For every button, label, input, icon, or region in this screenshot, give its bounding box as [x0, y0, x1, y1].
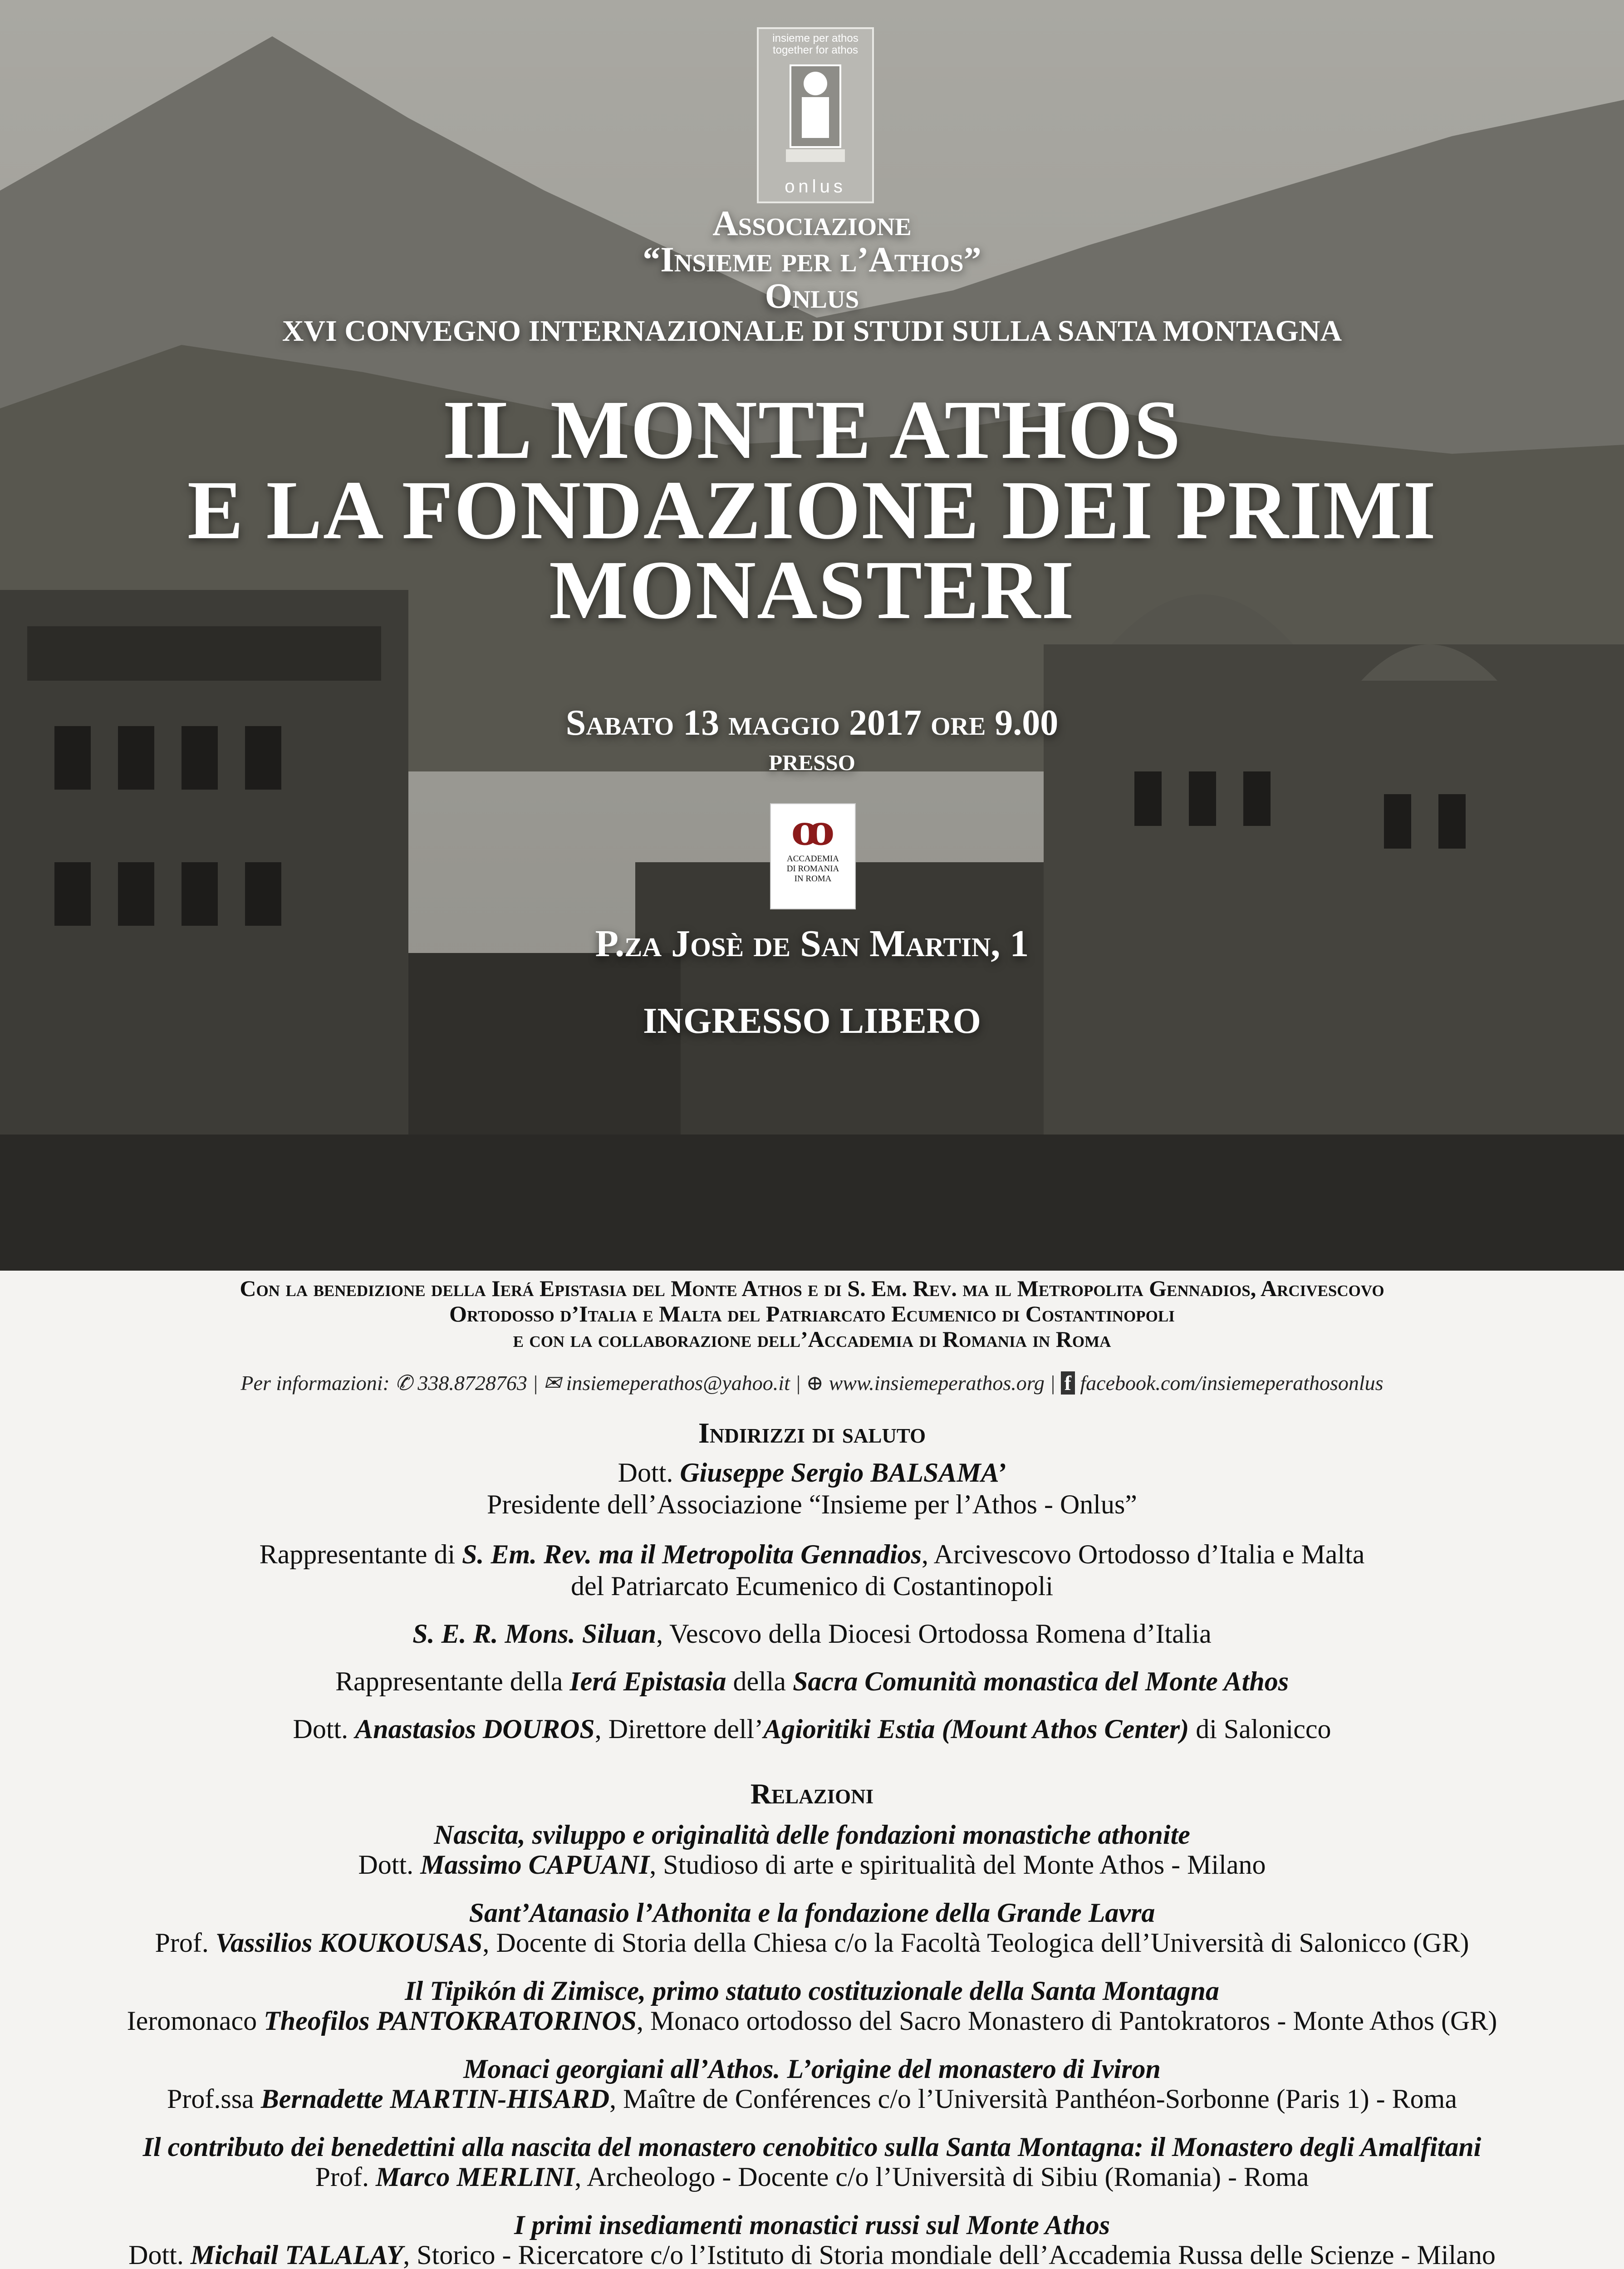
benediction-line2: Ortodosso d’Italia e Malta del Patriarcato Ecumenico di Costantinopoli: [449, 1301, 1175, 1326]
saluto-4: [0, 1665, 1624, 1697]
title-line1: IL MONTE ATHOS: [442, 383, 1182, 476]
association-name-line2: “Insieme per l’Athos”: [643, 240, 981, 279]
presso-label: presso: [769, 742, 855, 777]
separator: |: [795, 1371, 806, 1395]
benediction-line3: e con la collaborazione dell’Accademia di Romania in Roma: [513, 1326, 1111, 1352]
relazione-title: Monaci georgiani all’Athos. L’origine del monastero di Iviron: [463, 2054, 1161, 2084]
logo-text-bottom: onlus: [785, 177, 846, 196]
contact-email[interactable]: insiemeperathos@yahoo.it: [566, 1371, 790, 1395]
title-line2: E LA FONDAZIONE DEI PRIMI: [187, 464, 1437, 557]
saluto-suffix: , Vescovo della Diocesi Ortodossa Romena d’Italia: [656, 1619, 1212, 1649]
accademia-romania-logo: [770, 803, 856, 909]
association-logo: [757, 27, 874, 203]
saluto-suffix: di Salonicco: [1189, 1714, 1331, 1744]
saluto-prefix: Dott.: [293, 1714, 355, 1744]
saluto-name: Anastasios DOUROS: [355, 1714, 595, 1744]
relazione-speaker: [0, 2162, 1624, 2192]
globe-icon: ⊕: [806, 1371, 824, 1395]
logo-text-top: insieme per athos together for athos: [772, 32, 859, 56]
speaker-name: Massimo CAPUANI: [420, 1850, 650, 1880]
event-address: P.za Josè de San Martin, 1: [595, 923, 1029, 965]
saluto-name: S. E. R. Mons. Siluan: [412, 1619, 657, 1649]
saluto-prefix: Rappresentante della: [335, 1666, 570, 1696]
icon-figure-icon: [759, 29, 872, 201]
saluto-name: Giuseppe Sergio BALSAMA’: [680, 1458, 1006, 1488]
speaker-role: , Studioso di arte e spiritualità del Monte Athos - Milano: [649, 1850, 1266, 1880]
event-date: Sabato 13 maggio 2017 ore 9.00: [565, 703, 1059, 743]
relazione-speaker: [0, 1928, 1624, 1958]
relazione-title: Il Tipikón di Zimisce, primo statuto costituzionale della Santa Montagna: [405, 1976, 1219, 2006]
speaker-name: Marco MERLINI: [375, 2162, 575, 2192]
speaker-role: , Docente di Storia della Chiesa c/o la Facoltà Teologica dell’Università di Salonicco (GR): [482, 1928, 1469, 1958]
speaker-role: , Maître de Conférences c/o l’Università Panthéon-Sorbonne (Paris 1) - Roma: [609, 2084, 1457, 2114]
saluto-name2: Sacra Comunità monastica del Monte Athos: [793, 1666, 1289, 1696]
saluto-suffix: , Arcivescovo Ortodosso d’Italia e Malta: [921, 1539, 1365, 1569]
speaker-prefix: Dott.: [128, 2240, 191, 2269]
saluto-5: [0, 1713, 1624, 1745]
saluto-2-role: del Patriarcato Ecumenico di Costantinopoli: [570, 1571, 1054, 1601]
convegno-subtitle: XVI CONVEGNO INTERNAZIONALE DI STUDI SULLA SANTA MONTAGNA: [282, 314, 1342, 348]
title-line3: MONASTERI: [549, 544, 1075, 637]
saluto-name2: Agioritiki Estia (Mount Athos Center): [763, 1714, 1189, 1744]
relazione-title: I primi insediamenti monastici russi sul Monte Athos: [514, 2210, 1110, 2240]
saluto-mid: della: [726, 1666, 793, 1696]
speaker-name: Vassilios KOUKOUSAS: [215, 1928, 483, 1958]
speaker-name: Bernadette MARTIN-HISARD: [260, 2084, 610, 2114]
speaker-name: Michail TALALAY: [190, 2240, 403, 2269]
accademia-mark-icon: ꝏ: [791, 809, 835, 854]
saluto-2: [0, 1538, 1624, 1570]
relazione-title: Sant’Atanasio l’Athonita e la fondazione della Grande Lavra: [469, 1898, 1155, 1928]
relazione-title: Il contributo dei benedettini alla nascita del monastero cenobitico sulla Santa Montagna: il Monastero degli Amalfitani: [142, 2132, 1482, 2162]
speaker-prefix: Prof.: [315, 2162, 376, 2192]
facebook-icon: f: [1061, 1371, 1075, 1395]
association-name-line3: Onlus: [765, 276, 859, 315]
saluto-1-role: Presidente dell’Associazione “Insieme per l’Athos - Onlus”: [487, 1489, 1137, 1519]
saluto-prefix: Rappresentante di: [259, 1539, 462, 1569]
relazione-speaker: [0, 1850, 1624, 1880]
relazione-speaker: [0, 2240, 1624, 2269]
separator: |: [532, 1371, 544, 1395]
contacts-bar: [0, 1370, 1624, 1397]
accademia-logo-text: ACCADEMIA DI ROMANIA IN ROMA: [786, 854, 839, 884]
relazioni-heading: Relazioni: [750, 1778, 874, 1810]
saluti-heading: Indirizzi di saluto: [698, 1417, 926, 1449]
saluto-3: [0, 1618, 1624, 1650]
contact-phone[interactable]: 338.8728763: [417, 1371, 527, 1395]
relazione-speaker: [0, 2084, 1624, 2114]
phone-icon: ✆: [395, 1371, 412, 1395]
benediction-line1: Con la benedizione della Ierá Epistasia del Monte Athos e di S. Em. Rev. ma il Metropolita Gennadios, Arcivescovo: [240, 1276, 1384, 1301]
saluto-name: S. Em. Rev. ma il Metropolita Gennadios: [462, 1539, 922, 1569]
saluto-1: [0, 1457, 1624, 1488]
speaker-name: Theofilos PANTOKRATORINOS: [264, 2006, 637, 2036]
ingresso-libero: INGRESSO LIBERO: [643, 1001, 981, 1041]
saluto-prefix: Dott.: [618, 1458, 680, 1488]
saluto-name: Ierá Epistasia: [569, 1666, 726, 1696]
speaker-role: , Storico - Ricercatore c/o l’Istituto di Storia mondiale dell’Accademia Russa delle Scienze - Milano: [403, 2240, 1496, 2269]
contacts-label: Per informazioni:: [240, 1371, 390, 1395]
separator: |: [1050, 1371, 1061, 1395]
saluto-mid: , Direttore dell’: [594, 1714, 764, 1744]
speaker-role: , Archeologo - Docente c/o l’Università di Sibiu (Romania) - Roma: [574, 2162, 1309, 2192]
email-icon: ✉: [543, 1371, 561, 1395]
speaker-prefix: Dott.: [358, 1850, 421, 1880]
contact-website[interactable]: www.insiemeperathos.org: [829, 1371, 1045, 1395]
speaker-prefix: Prof.: [155, 1928, 216, 1958]
association-name-line1: Associazione: [712, 203, 912, 243]
contact-facebook[interactable]: facebook.com/insiemeperathosonlus: [1080, 1371, 1384, 1395]
speaker-role: , Monaco ortodosso del Sacro Monastero di Pantokratoros - Monte Athos (GR): [636, 2006, 1497, 2036]
relazione-title: Nascita, sviluppo e originalità delle fondazioni monastiche athonite: [434, 1820, 1190, 1850]
speaker-prefix: Ieromonaco: [127, 2006, 264, 2036]
speaker-prefix: Prof.ssa: [167, 2084, 261, 2114]
relazione-speaker: [0, 2006, 1624, 2036]
